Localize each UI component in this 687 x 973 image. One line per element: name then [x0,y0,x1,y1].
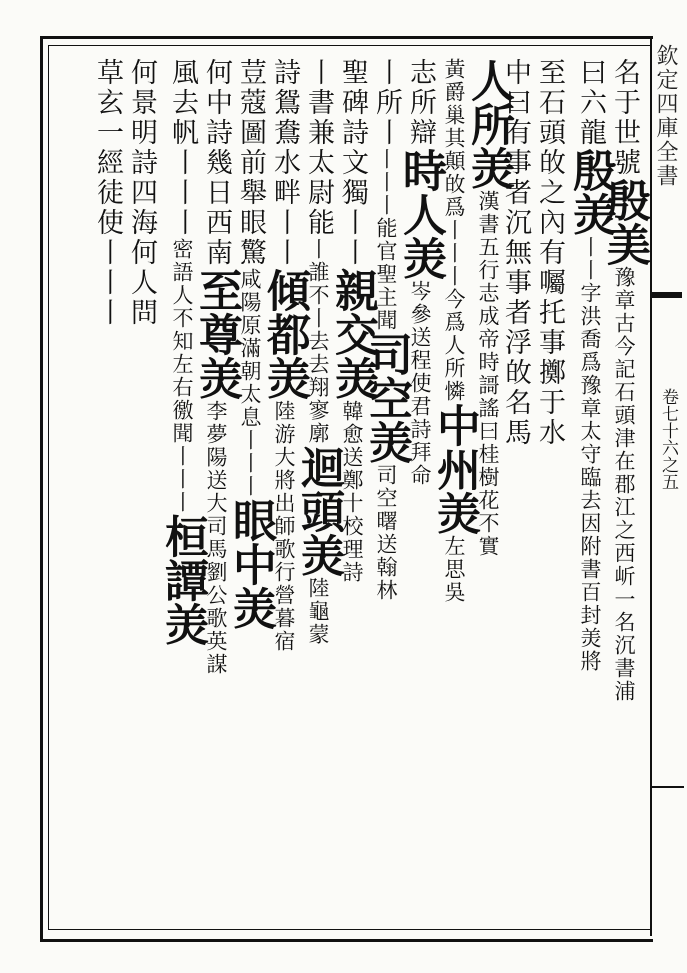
headword: 殷美 [599,178,650,266]
headword: 迴頭羙 [293,445,344,577]
text-segment: 丨丨丨能官聖主聞 [374,148,398,332]
text-segment: 丨丨字洪喬爲豫章太守臨去因附書百封羙將 [578,236,602,673]
text-segment: 曰六龍 [575,58,606,148]
fishtail-mark [652,292,682,320]
text-segment: 丨所丨 [371,58,402,148]
text-column [158,58,206,646]
headword: 至尊羙 [191,268,242,400]
headword: 殷羙 [565,148,616,236]
headword: 眼中羙 [225,498,276,630]
margin-rule [652,786,684,788]
text-segment: 岑參送程使君詩拜命 [408,280,432,487]
text-segment: 陸游大將出師歌行營暮宿 [272,400,296,653]
text-segment: 至石頭敀之內有囑托事擲于水 [534,58,565,448]
text-segment: 丨書兼太尉能 [303,58,334,238]
headword: 傾都羙 [259,268,310,400]
text-segment: 志所辯 [405,58,436,148]
text-column [566,58,614,673]
text-segment: 陸龜蒙 [306,577,330,646]
text-segment: 何中詩幾日西南 [201,58,232,268]
text-segment: 黃爵巢其顛敀爲丨丨丨今爲人所憐 [442,58,466,403]
text-segment: 密語人不知左右徼聞丨丨丨 [170,238,194,514]
headword: 桓譚羙 [157,514,208,646]
text-segment: 左思吳 [442,535,466,604]
text-segment: 草玄一經徒使丨丨丨 [92,58,123,328]
text-column [532,58,566,448]
text-segment: 中曰有事者沉無事者浮敀名馬 [500,58,531,448]
headword: 中州羙 [429,403,480,535]
text-column [124,58,158,328]
headword: 司空羙 [361,332,412,464]
text-segment: 丨誰不丨去去翔寥廓 [306,238,330,445]
text-segment: 何景明詩四海何人問 [126,58,157,328]
volume-label: 卷七十六之五 [658,388,678,490]
text-segment: 漢書五行志成帝時謌謠曰桂樹花不實 [476,190,500,558]
text-segment: 風去帆丨丨丨 [167,58,198,238]
banxin-title: 欽定四庫全書 [653,44,678,188]
text-segment: 聖碑詩文獨丨丨 [337,58,368,268]
headword: 親交羙 [327,268,378,400]
text-segment: 司空曙送翰林 [374,464,398,602]
text-segment: 詩鴛鴦水畔丨丨 [269,58,300,268]
headword: 時人羙 [395,148,446,280]
text-segment: 韓愈送鄭十校理詩 [340,400,364,584]
text-segment: 李夢陽送大司馬劉公歌英謀 [204,400,228,676]
text-segment: 豫章古今記石頭津在郡江之西岓一名沉書浦 [612,266,636,703]
text-segment: 名于世號 [609,58,640,178]
headword: 人所羙 [463,58,514,190]
text-column [90,58,124,328]
text-segment: 荳蔻圖前舉眼驚 [235,58,266,268]
text-segment: 咸陽原滿朝太息丨丨丨 [238,268,262,498]
